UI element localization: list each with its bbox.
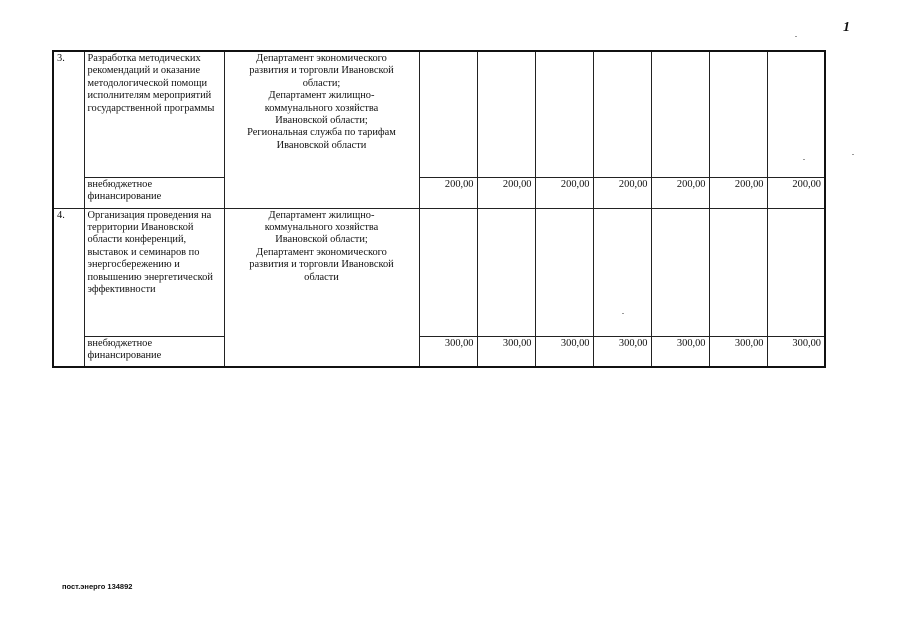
value-cell: 300,00 bbox=[651, 336, 709, 367]
responsible-line: Департамент экономического bbox=[256, 53, 387, 64]
value-cell: 200,00 bbox=[767, 177, 825, 208]
row-number: 3. bbox=[53, 51, 84, 208]
financing-label: внебюджетное финансирование bbox=[84, 336, 224, 367]
responsible-line: коммунального хозяйства bbox=[264, 221, 379, 233]
responsible-line: развития и торговли Ивановской bbox=[249, 65, 394, 77]
scan-speck bbox=[852, 154, 854, 155]
value-cell: 200,00 bbox=[593, 177, 651, 208]
empty-cell bbox=[709, 208, 767, 336]
empty-cell bbox=[419, 51, 477, 177]
value-cell: 300,00 bbox=[767, 336, 825, 367]
program-activities-table bbox=[52, 50, 826, 368]
empty-cell bbox=[419, 208, 477, 336]
responsible-line: развития и торговли Ивановской bbox=[249, 259, 394, 271]
value-cell: 200,00 bbox=[477, 177, 535, 208]
table-row bbox=[53, 177, 825, 208]
scan-speck bbox=[795, 36, 797, 37]
empty-cell bbox=[593, 51, 651, 177]
empty-cell bbox=[535, 51, 593, 177]
responsible-line: Ивановской области; bbox=[275, 115, 368, 127]
value-cell: 300,00 bbox=[593, 336, 651, 367]
value-cell: 300,00 bbox=[419, 336, 477, 367]
empty-cell bbox=[767, 51, 825, 177]
table-row bbox=[53, 51, 825, 177]
table-row bbox=[53, 208, 825, 336]
document-footer-code: пост.энерго 134892 bbox=[62, 582, 133, 591]
responsible-executors bbox=[224, 208, 419, 367]
financing-label: внебюджетное финансирование bbox=[84, 177, 224, 208]
empty-cell bbox=[535, 208, 593, 336]
scan-speck bbox=[803, 159, 805, 160]
empty-cell bbox=[767, 208, 825, 336]
responsible-line: Департамент жилищно- bbox=[268, 209, 375, 221]
value-cell: 300,00 bbox=[477, 336, 535, 367]
responsible-line: области; bbox=[302, 77, 341, 89]
empty-cell bbox=[651, 208, 709, 336]
activity-title: Разработка методических рекомендаций и оказание методологической помощи исполнителям мероприятий государственной программы bbox=[84, 51, 224, 177]
value-cell: 200,00 bbox=[419, 177, 477, 208]
scan-speck bbox=[622, 313, 624, 314]
activity-title: Организация проведения на территории Ивановской области конференций, выставок и семинаров по энергосбережению и повышению энергетической эффективности bbox=[84, 208, 224, 336]
responsible-line: Департамент экономического bbox=[256, 246, 387, 258]
responsible-line: Департамент жилищно- bbox=[268, 90, 375, 102]
responsible-line: Региональная служба по тарифам bbox=[247, 127, 396, 139]
empty-cell bbox=[709, 51, 767, 177]
responsible-line: Ивановской области bbox=[276, 139, 367, 151]
value-cell: 300,00 bbox=[535, 336, 593, 367]
responsible-line: области bbox=[304, 271, 339, 283]
value-cell: 300,00 bbox=[709, 336, 767, 367]
empty-cell bbox=[593, 208, 651, 336]
value-cell: 200,00 bbox=[535, 177, 593, 208]
empty-cell bbox=[477, 208, 535, 336]
responsible-line: коммунального хозяйства bbox=[264, 102, 379, 114]
responsible-executors bbox=[224, 51, 419, 208]
row-number: 4. bbox=[53, 208, 84, 367]
responsible-line: Ивановской области; bbox=[275, 234, 368, 246]
table-row bbox=[53, 336, 825, 367]
empty-cell bbox=[651, 51, 709, 177]
value-cell: 200,00 bbox=[709, 177, 767, 208]
value-cell: 200,00 bbox=[651, 177, 709, 208]
page-mark: 1 bbox=[843, 20, 850, 35]
empty-cell bbox=[477, 51, 535, 177]
